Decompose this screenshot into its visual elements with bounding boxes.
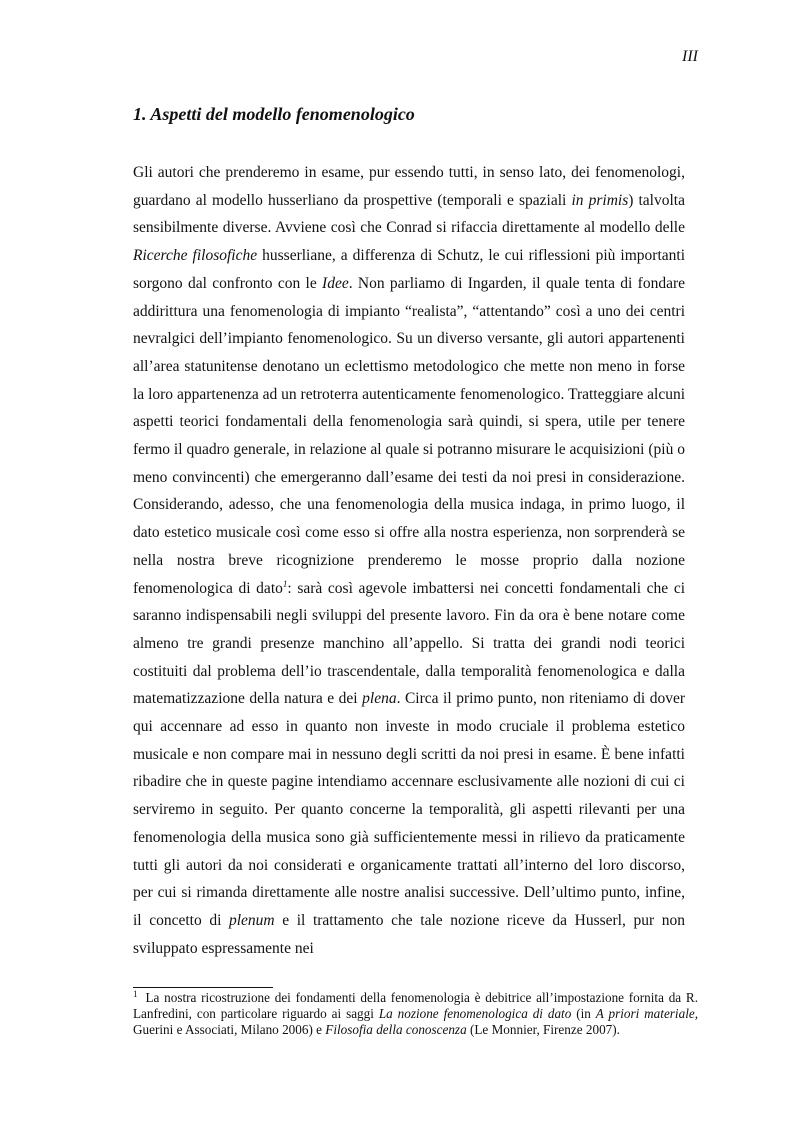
paragraph-text-run: Gli autori che prenderemo in esame, pur essendo tutti, in senso lato, dei fenomenologi, guardano al modello husserliano da prospettive (temporali e spaziali	[133, 164, 685, 209]
footnote-text-run: (in	[571, 1006, 596, 1021]
footnote-italic-run: A priori materiale,	[595, 1006, 699, 1021]
paragraph-text-run: ) talvolta sensibilmente diverse. Avviene così che Conrad si rifaccia direttamente al modello delle	[133, 191, 685, 237]
footnote-reference: 1	[282, 578, 288, 589]
footnote-italic-run: Filosofia della conoscenza	[325, 1022, 467, 1037]
footnote-text-run: (Le Monnier, Firenze 2007).	[466, 1022, 620, 1037]
footnote-italic-run: La nozione fenomenologica di dato	[378, 1006, 572, 1021]
footnote	[133, 990, 698, 1038]
paragraph-italic-run: Idee	[322, 274, 349, 292]
footnote-text-run: Guerini e Associati, Milano 2006) e	[133, 1022, 326, 1037]
footnote-text-run: La nostra ricostruzione dei fondamenti della fenomenologia è debitrice all’impostazione fornita da R. Lanfredini, con particolare riguardo ai saggi	[133, 990, 698, 1021]
footnote-marker: 1	[133, 988, 138, 999]
paragraph-italic-run: in primis	[571, 191, 629, 209]
paragraph-text-run: e il trattamento che tale nozione riceve da Husserl, pur non sviluppato espressamente nei	[133, 911, 685, 957]
footnote-text	[133, 990, 698, 1037]
paragraph-italic-run: plena	[362, 690, 397, 708]
paragraph-text-run: husserliane, a differenza di Schutz, le cui riflessioni più importanti sorgono dal confronto con le	[133, 247, 686, 292]
body-paragraph	[133, 159, 685, 962]
paragraph-text-run: . Non parliamo di Ingarden, il quale tenta di fondare addirittura una fenomenologia di impianto “realista”, “attentando” così a uno dei centri nevralgici dell’impianto fenomenologico. Su un diverso versante, gli autori appartenenti all’area statunitense denotano un eclettismo metodologico che mette non meno in forse la loro appartenenza ad un retroterra autenticamente fenomenologico. Tratteggiare alcuni aspetti teorici fondamentali della fenomenologia sarà quindi, si spera, utile per tenere fermo il quadro generale, in relazione al quale si potranno misurare le acquisizioni (più o meno convincenti) che emergeranno dall’esame dei testi da noi presi in considerazione. Considerando, adesso, che una fenomenologia della musica indaga, in primo luogo, il dato estetico musicale così come esso si offre alla nostra esperienza, non sorprenderà se nella nostra breve ricognizione prenderemo le mosse proprio dalla nozione fenomenologica di dato	[133, 274, 685, 597]
section-heading: 1. Aspetti del modello fenomenologico	[133, 104, 415, 124]
paragraph-text-run: . Circa il primo punto, non riteniamo di dover qui accennare ad esso in quanto non investe in modo cruciale il problema estetico musicale e non compare mai in nessuno degli scritti da noi presi in esame. È bene infatti ribadire che in queste pagine intendiamo accennare esclusivamente alle nozioni di cui ci serviremo in seguito. Per quanto concerne la temporalità, gli aspetti rilevanti per una fenomenologia della musica sono già sufficientemente messi in rilievo da praticamente tutti gli autori da noi considerati e organicamente trattati all’interno del loro discorso, per cui si rimanda direttamente alle nostre analisi successive. Dell’ultimo punto, infine, il concetto di	[133, 690, 685, 929]
footnote-separator	[133, 987, 273, 988]
paragraph-italic-run: Ricerche filosofiche	[133, 247, 258, 265]
page-number: III	[682, 48, 698, 65]
paragraph-italic-run: plenum	[229, 911, 275, 929]
paragraph-text-run: : sarà così agevole imbattersi nei concetti fondamentali che ci saranno indispensabili negli sviluppi del presente lavoro. Fin da ora è bene notare come almeno tre grandi presenze manchino all’appello. Si tratta dei grandi nodi teorici costituiti dal problema dell’io trascendentale, dalla temporalità fenomenologica e dalla matematizzazione della natura e dei	[133, 579, 686, 708]
